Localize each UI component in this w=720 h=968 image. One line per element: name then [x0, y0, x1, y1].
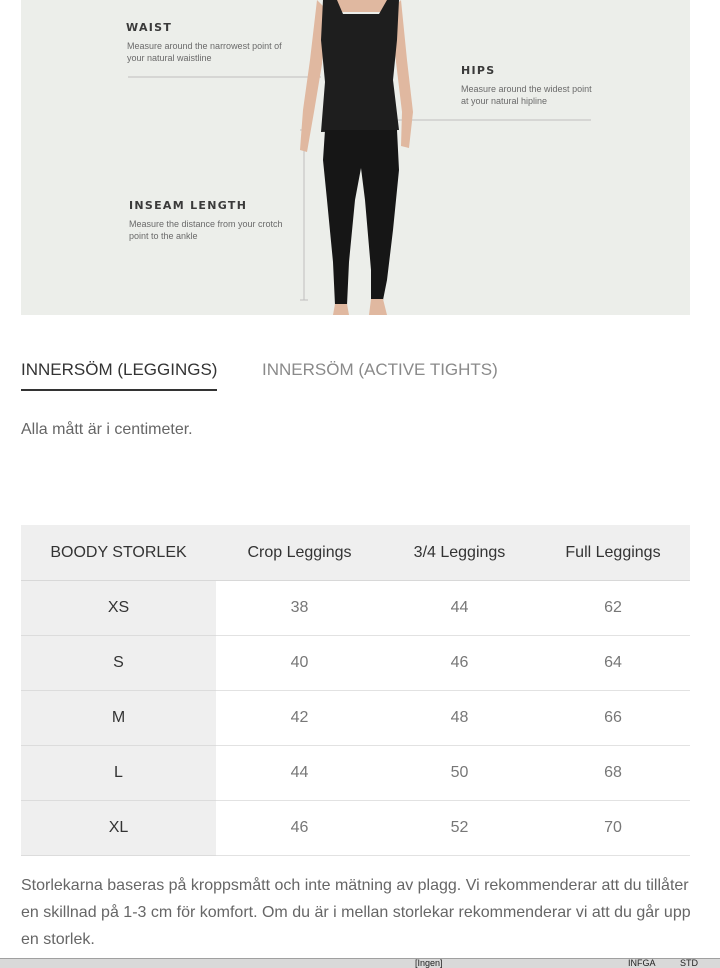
- full-cell: 62: [536, 581, 690, 636]
- table-row: [21, 581, 690, 636]
- size-cell: XS: [21, 581, 216, 636]
- tab-active-tights[interactable]: INNERSÖM (ACTIVE TIGHTS): [262, 360, 498, 379]
- crop-cell: 46: [216, 801, 383, 856]
- three-quarter-cell: 52: [383, 801, 536, 856]
- full-cell: 70: [536, 801, 690, 856]
- size-cell: XL: [21, 801, 216, 856]
- inseam-description: Measure the distance from your crotch point to the ankle: [129, 219, 283, 241]
- status-a: INFGA: [628, 958, 656, 968]
- three-quarter-cell: 48: [383, 691, 536, 746]
- tab-leggings[interactable]: INNERSÖM (LEGGINGS): [21, 360, 217, 391]
- header-three-quarter-leggings: 3/4 Leggings: [383, 525, 536, 581]
- inseam-title: INSEAM LENGTH: [129, 199, 248, 212]
- three-quarter-cell: 46: [383, 636, 536, 691]
- header-crop-leggings: Crop Leggings: [216, 525, 383, 581]
- inseam-tabs: [21, 360, 690, 394]
- model-figure: [21, 0, 690, 315]
- crop-cell: 40: [216, 636, 383, 691]
- status-b: STD: [680, 958, 698, 968]
- size-footnote: Storlekarna baseras på kroppsmått och inte mätning av plagg. Vi rekommenderar att du tillåter en skillnad på 1-3 cm för komfort. Om du är i mellan storlekar rekommenderar vi att du går upp en storlek.: [21, 877, 691, 948]
- status-strip: [0, 958, 720, 968]
- status-field: [Ingen]: [415, 958, 443, 968]
- table-row: [21, 746, 690, 801]
- table-row: [21, 691, 690, 746]
- size-cell: L: [21, 746, 216, 801]
- size-table: [21, 525, 690, 856]
- three-quarter-cell: 50: [383, 746, 536, 801]
- units-note: Alla mått är i centimeter.: [21, 421, 193, 438]
- header-full-leggings: Full Leggings: [536, 525, 690, 581]
- table-header-row: [21, 525, 690, 581]
- full-cell: 66: [536, 691, 690, 746]
- three-quarter-cell: 44: [383, 581, 536, 636]
- hips-description: Measure around the widest point at your natural hipline: [461, 84, 592, 106]
- crop-cell: 44: [216, 746, 383, 801]
- crop-cell: 42: [216, 691, 383, 746]
- table-row: [21, 801, 690, 856]
- waist-title: WAIST: [126, 21, 173, 34]
- size-cell: M: [21, 691, 216, 746]
- waist-description: Measure around the narrowest point of your natural waistline: [127, 41, 282, 63]
- hips-title: HIPS: [461, 64, 496, 77]
- table-row: [21, 636, 690, 691]
- full-cell: 68: [536, 746, 690, 801]
- header-size: BOODY STORLEK: [21, 525, 216, 581]
- size-cell: S: [21, 636, 216, 691]
- crop-cell: 38: [216, 581, 383, 636]
- size-guide-illustration: [21, 0, 690, 315]
- full-cell: 64: [536, 636, 690, 691]
